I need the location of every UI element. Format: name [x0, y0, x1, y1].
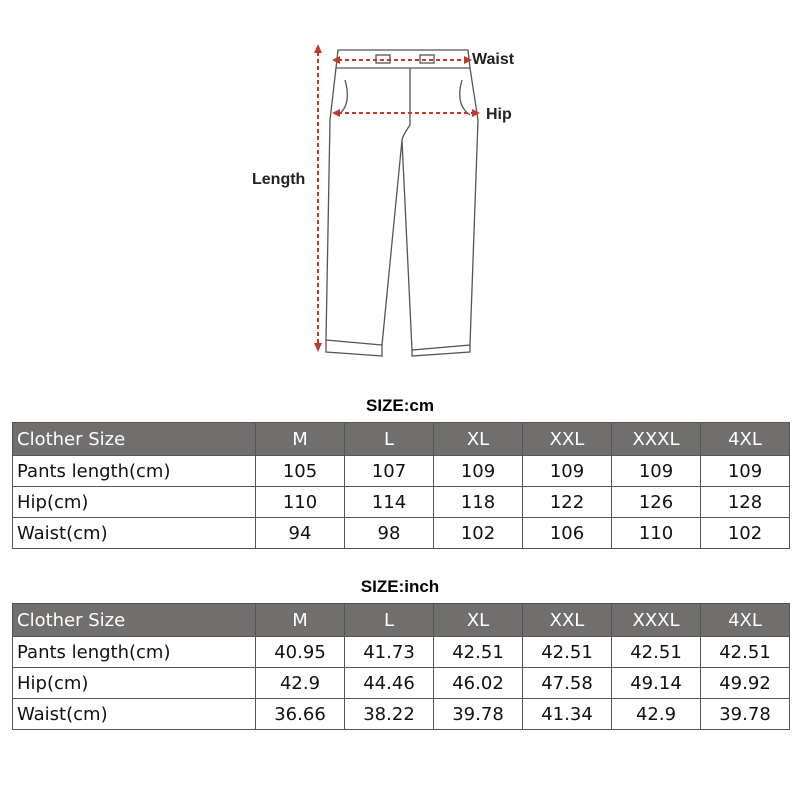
cell: 44.46	[345, 668, 434, 699]
header-cell: XXXL	[612, 423, 701, 456]
header-cell: XXL	[523, 423, 612, 456]
cell: 42.51	[701, 637, 790, 668]
waist-label: Waist	[472, 51, 515, 68]
cell: 122	[523, 487, 612, 518]
cm-table-title: SIZE:cm	[365, 396, 435, 415]
cell: 109	[434, 456, 523, 487]
cell: 42.9	[256, 668, 345, 699]
cell: 49.14	[612, 668, 701, 699]
cell: 109	[612, 456, 701, 487]
header-cell: M	[256, 423, 345, 456]
row-label: Waist(cm)	[13, 518, 256, 549]
header-cell: Clother Size	[13, 423, 256, 456]
cell: 114	[345, 487, 434, 518]
header-cell: L	[345, 604, 434, 637]
cell: 107	[345, 456, 434, 487]
header-cell: M	[256, 604, 345, 637]
row-label: Hip(cm)	[13, 668, 256, 699]
cell: 41.73	[345, 637, 434, 668]
cell: 42.51	[523, 637, 612, 668]
cell: 46.02	[434, 668, 523, 699]
header-cell: 4XL	[701, 604, 790, 637]
inch-table-title: SIZE:inch	[360, 577, 440, 596]
cell: 42.51	[612, 637, 701, 668]
hip-label: Hip	[486, 106, 512, 123]
cell: 109	[523, 456, 612, 487]
table-row	[13, 487, 790, 518]
row-label: Hip(cm)	[13, 487, 256, 518]
cell: 42.9	[612, 699, 701, 730]
cell: 40.95	[256, 637, 345, 668]
header-cell: XXXL	[612, 604, 701, 637]
header-cell: XL	[434, 423, 523, 456]
table-row	[13, 518, 790, 549]
cell: 94	[256, 518, 345, 549]
cm-size-table	[12, 422, 790, 549]
cell: 106	[523, 518, 612, 549]
header-cell: 4XL	[701, 423, 790, 456]
cell: 47.58	[523, 668, 612, 699]
header-cell: Clother Size	[13, 604, 256, 637]
header-row	[13, 604, 790, 637]
header-row	[13, 423, 790, 456]
table-row	[13, 456, 790, 487]
row-label: Waist(cm)	[13, 699, 256, 730]
cell: 36.66	[256, 699, 345, 730]
cell: 42.51	[434, 637, 523, 668]
row-label: Pants length(cm)	[13, 456, 256, 487]
table-row	[13, 699, 790, 730]
cell: 128	[701, 487, 790, 518]
cell: 49.92	[701, 668, 790, 699]
cell: 126	[612, 487, 701, 518]
cell: 118	[434, 487, 523, 518]
cell: 102	[701, 518, 790, 549]
cell: 98	[345, 518, 434, 549]
length-label: Length	[252, 171, 306, 188]
row-label: Pants length(cm)	[13, 637, 256, 668]
cell: 102	[434, 518, 523, 549]
header-cell: XL	[434, 604, 523, 637]
table-row	[13, 668, 790, 699]
header-cell: L	[345, 423, 434, 456]
header-cell: XXL	[523, 604, 612, 637]
cell: 41.34	[523, 699, 612, 730]
cell: 109	[701, 456, 790, 487]
table-row	[13, 637, 790, 668]
cell: 39.78	[434, 699, 523, 730]
inch-size-table	[12, 603, 790, 730]
pants-diagram	[0, 0, 800, 380]
cell: 105	[256, 456, 345, 487]
cell: 110	[256, 487, 345, 518]
cell: 110	[612, 518, 701, 549]
cell: 38.22	[345, 699, 434, 730]
cell: 39.78	[701, 699, 790, 730]
